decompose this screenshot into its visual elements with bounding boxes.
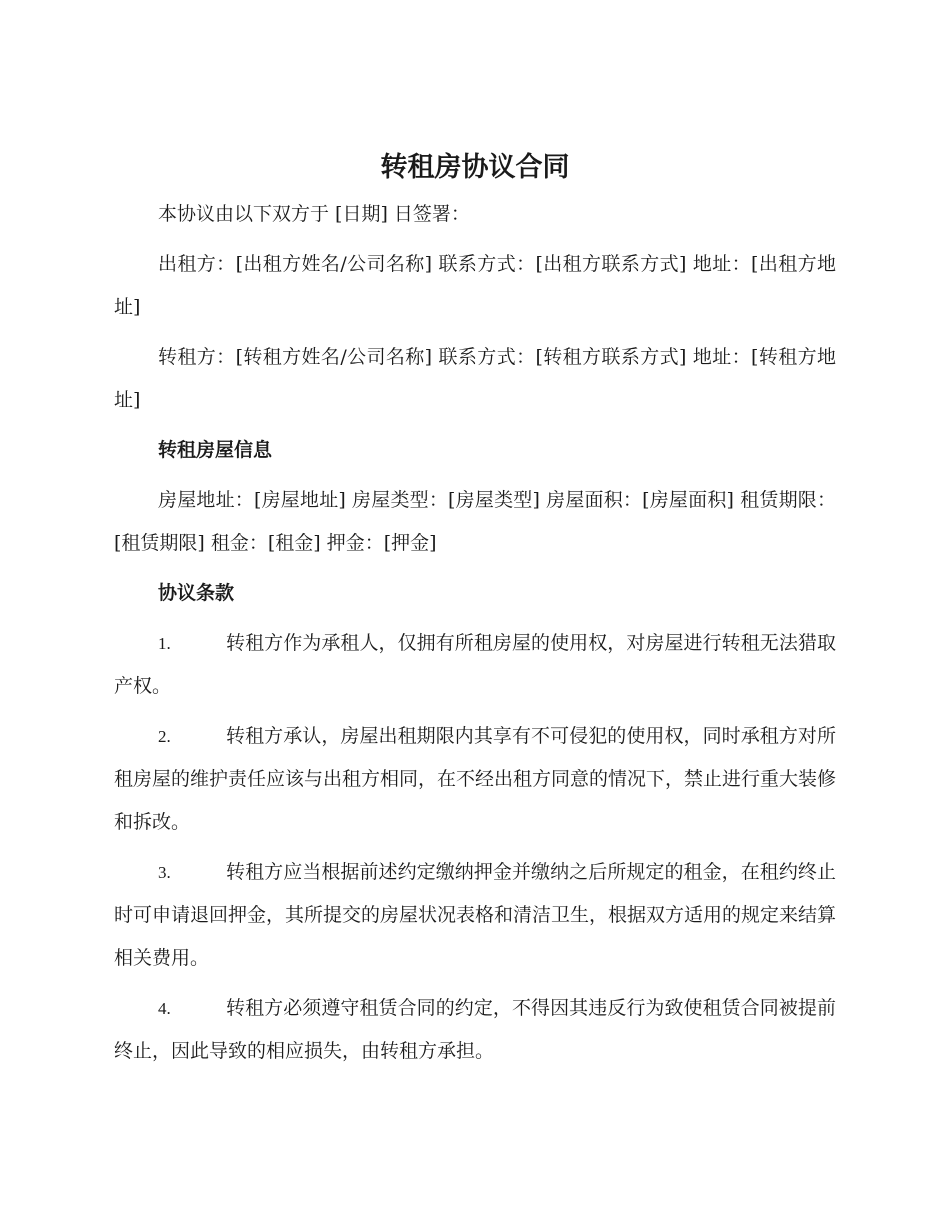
clause-number: 3.	[158, 863, 171, 882]
clause-item	[114, 622, 836, 708]
terms-heading: 协议条款	[158, 582, 235, 604]
clause-text: 转租方承认，房屋出租期限内其享有不可侵犯的使用权，同时承租方对所租房屋的维护责任应该与出租方相同，在不经出租方同意的情况下，禁止进行重大装修和拆改。	[114, 725, 837, 833]
clause-number: 1.	[158, 634, 171, 653]
clause-number: 2.	[158, 727, 171, 746]
lessor-paragraph: 出租方：[出租方姓名/公司名称] 联系方式：[出租方联系方式] 地址：[出租方地址]	[114, 253, 836, 318]
intro-paragraph: 本协议由以下双方于 [日期] 日签署：	[158, 203, 470, 225]
house-info-paragraph: 房屋地址：[房屋地址] 房屋类型：[房屋类型] 房屋面积：[房屋面积] 租赁期限：[租赁期限] 租金：[租金] 押金：[押金]	[114, 489, 836, 554]
document-title: 转租房协议合同	[380, 152, 570, 183]
clause-item	[114, 987, 836, 1073]
clause-text: 转租方应当根据前述约定缴纳押金并缴纳之后所规定的租金，在租约终止时可申请退回押金，其所提交的房屋状况表格和清洁卫生，根据双方适用的规定来结算相关费用。	[114, 861, 837, 969]
document-body	[114, 193, 836, 1080]
clause-item	[114, 715, 836, 844]
clause-item	[114, 851, 836, 980]
house-info-heading: 转租房屋信息	[158, 439, 273, 461]
clause-number: 4.	[158, 999, 171, 1018]
clause-text: 转租方作为承租人，仅拥有所租房屋的使用权，对房屋进行转租无法猎取产权。	[114, 632, 836, 697]
sublessee-paragraph: 转租方：[转租方姓名/公司名称] 联系方式：[转租方联系方式] 地址：[转租方地址]	[114, 346, 836, 411]
clause-text: 转租方必须遵守租赁合同的约定，不得因其违反行为致使租赁合同被提前终止，因此导致的相应损失，由转租方承担。	[114, 997, 836, 1062]
